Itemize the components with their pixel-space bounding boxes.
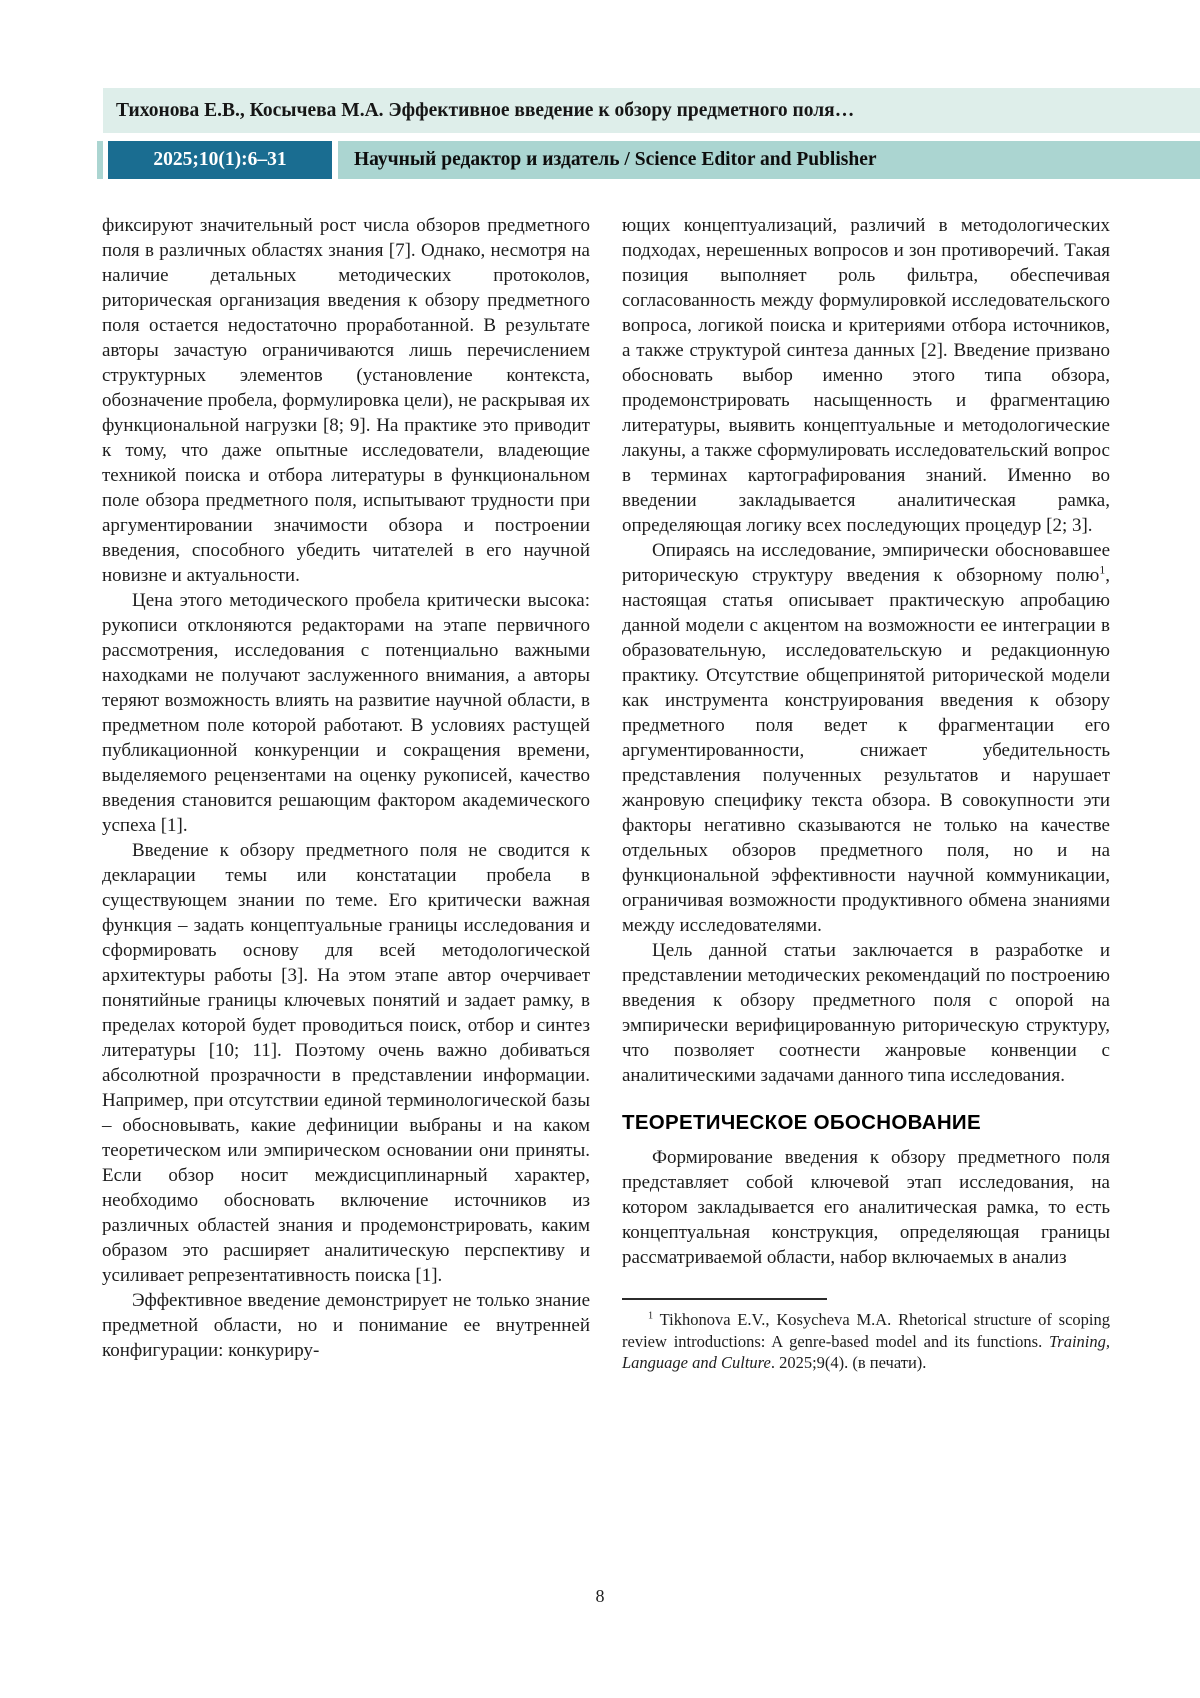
right-column bbox=[622, 213, 1110, 1374]
journal-row bbox=[97, 141, 1200, 179]
issue-badge bbox=[108, 141, 332, 179]
footnote-rule bbox=[622, 1298, 827, 1300]
body-paragraph: ющих концептуализаций, различий в методологических подходах, нерешенных вопросов и зон противоречий. Такая позиция выполняет роль фильтра, обеспечивая согласованность между формулировкой исследовательского вопроса, логикой поиска и критериями отбора источников, а также структурой синтеза данных [2]. Введение призвано обосновать выбор именно этого типа обзора, продемонстрировать насыщенность и фрагментацию литературы, выявить концептуальные и методологические лакуны, а также сформулировать исследовательский вопрос в терминах картографирования знаний. Именно во введении закладывается аналитическая рамка, определяющая логику всех последующих процедур [2; 3]. bbox=[622, 215, 1110, 536]
footnote-citation: Tikhonova E.V., Kosycheva M.A. Rhetorical structure of scoping review introductions: A genre-based model and its functions. bbox=[622, 1310, 1110, 1351]
paragraph-text: Опираясь на исследование, эмпирически обосновавшее риторическую структуру введения к обзорному полю bbox=[622, 540, 1110, 586]
section-heading: ТЕОРЕТИЧЕСКОЕ ОБОСНОВАНИЕ bbox=[622, 1111, 981, 1134]
body-paragraph: Введение к обзору предметного поля не сводится к декларации темы или констатации пробела в существующем знании по теме. Его критически важная функция – задать концептуальные границы исследования и сформировать основу для всей методологической архитектуры работы [3]. На этом этапе автор очерчивает понятийные границы ключевых понятий и задает рамку, в пределах которой будет проводиться поиск, отбор и синтез литературы [10; 11]. Поэтому очень важно добиваться абсолютной прозрачности в представлении информации. Например, при отсутствии единой терминологической базы – обосновывать, какие дефиниции выбраны и на каком теоретическом или эмпирическом основании они приняты. Если обзор носит междисциплинарный характер, необходимо обосновать включение источников из различных областей знания и продемонстрировать, каким образом это расширяет аналитическую перспективу и усиливает репрезентативность поиска [1]. bbox=[102, 840, 590, 1286]
body-paragraph: Формирование введения к обзору предметного поля представляет собой ключевой этап исследования, на котором закладывается его аналитическая рамка, то есть концептуальная конструкция, определяющая границы рассматриваемой области, набор включаемых в анализ bbox=[622, 1147, 1110, 1268]
footnote-block bbox=[622, 1298, 1110, 1374]
body-paragraph: фиксируют значительный рост числа обзоров предметного поля в различных областях знания [7]. Однако, несмотря на наличие детальных методических протоколов, риторическая организация введения к обзору предметного поля остается недостаточно проработанной. В результате авторы зачастую ограничиваются лишь перечислением структурных элементов (установление контекста, обозначение пробела, формулировка цели), не раскрывая их функциональной нагрузки [8; 9]. На практике это приводит к тому, что даже опытные исследователи, владеющие техникой поиска и отбора литературы в функциональном поле обзора предметного поля, испытывают трудности при аргументировании значимости обзора и построении введения, способного убедить читателей в его научной новизне и актуальности. bbox=[102, 215, 590, 586]
body-paragraph: Цена этого методического пробела критически высока: рукописи отклоняются редакторами на этапе первичного рассмотрения, исследования с потенциально важными находками не получают заслуженного внимания, а авторы теряют возможность влиять на развитие научной области, в предметном поле которой работают. В условиях растущей публикационной конкуренции и сокращения времени, выделяемого рецензентами на оценку рукописей, качество введения становится решающим фактором академического успеха [1]. bbox=[102, 590, 590, 836]
paragraph-text: , настоящая статья описывает практическую апробацию данной модели с акцентом на возможности ее интеграции в образовательную, исследовательскую и редакционную практику. Отсутствие общепринятой риторической модели как инструмента конструирования введения к обзору предметного поля ведет к фрагментации его аргументированности, снижает убедительность представления полученных результатов и нарушает жанровую специфику текста обзора. В совокупности эти факторы негативно сказываются не только на качестве отдельных обзоров предметного поля, но и на функциональной эффективности научной коммуникации, ограничивая возможности продуктивного обмена знаниями между исследователями. bbox=[622, 565, 1110, 936]
footnote-journal-name: Training, Language and Culture bbox=[622, 1331, 1110, 1372]
running-head: Тихонова Е.В., Косычева М.А. Эффективное введение к обзору предметного поля… bbox=[116, 99, 855, 121]
page-footer bbox=[0, 1586, 1200, 1607]
page-header bbox=[97, 88, 1200, 179]
running-head-bar bbox=[103, 88, 1200, 133]
footnote-marker: 1 bbox=[648, 1310, 654, 1322]
footnote-reference-marker: 1 bbox=[1099, 563, 1106, 577]
page-number: 8 bbox=[595, 1586, 605, 1606]
footnote-citation-tail: . 2025;9(4). (в печати). bbox=[770, 1353, 927, 1372]
body-paragraph bbox=[622, 538, 1110, 938]
two-column-body bbox=[102, 213, 1110, 1374]
body-paragraph: Эффективное введение демонстрирует не только знание предметной области, но и понимание ее внутренней конфигурации: конкуриру- bbox=[102, 1290, 590, 1361]
edge-strip bbox=[97, 141, 103, 179]
left-column bbox=[102, 213, 590, 1374]
body-paragraph: Цель данной статьи заключается в разработке и представлении методических рекомендаций по построению введения к обзору предметного поля с опорой на эмпирически верифицированную риторическую структуру, что позволяет соотнести жанровые конвенции с аналитическими задачами данного типа исследования. bbox=[622, 940, 1110, 1086]
journal-title-bar bbox=[338, 141, 1200, 179]
footnote-text bbox=[622, 1309, 1110, 1374]
issue-badge-label: 2025;10(1):6–31 bbox=[153, 149, 287, 170]
journal-title: Научный редактор и издатель / Science Editor and Publisher bbox=[354, 149, 877, 170]
